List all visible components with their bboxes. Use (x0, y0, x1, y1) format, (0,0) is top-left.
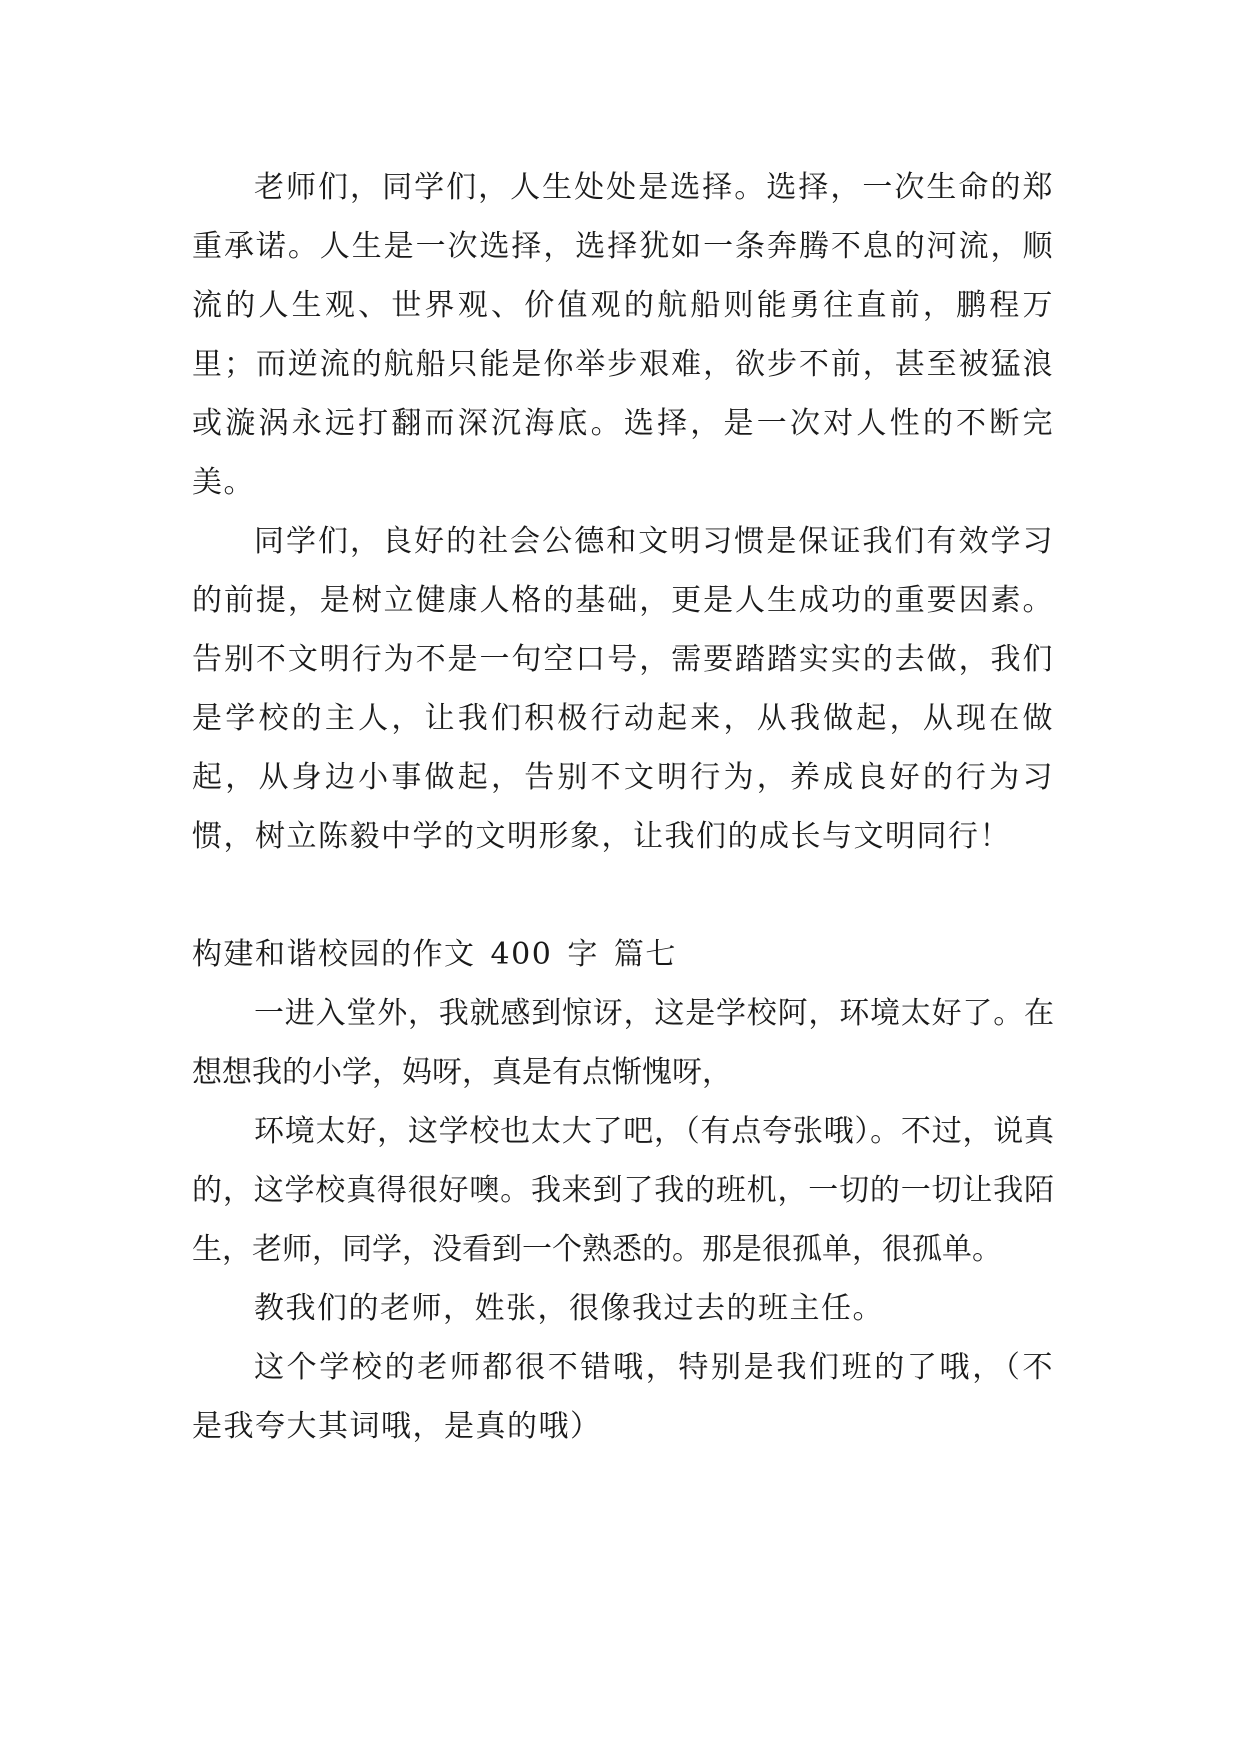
paragraph-entering-school: 一进入堂外，我就感到惊讶，这是学校阿，环境太好了。在想想我的小学，妈呀，真是有点惭愧呀， (192, 996, 1054, 1090)
document-body (192, 158, 1054, 1456)
paragraph-civility: 同学们，良好的社会公德和文明习惯是保证我们有效学习的前提，是树立健康人格的基础，更是人生成功的重要因素。告别不文明行为不是一句空口号，需要踏踏实实的去做，我们是学校的主人，让我们积极行动起来，从我做起，从现在做起，从身边小事做起，告别不文明行为，养成良好的行为习惯，树立陈毅中学的文明形象，让我们的成长与文明同行！ (192, 524, 1054, 854)
section-heading: 构建和谐校园的作文 400 字 篇七 (192, 937, 677, 972)
paragraph-good-teachers: 这个学校的老师都很不错哦，特别是我们班的了哦，（不是我夸大其词哦，是真的哦） (192, 1350, 1054, 1444)
paragraph-choice: 老师们，同学们，人生处处是选择。选择，一次生命的郑重承诺。人生是一次选择，选择犹如一条奔腾不息的河流，顺流的人生观、世界观、价值观的航船则能勇往直前，鹏程万里；而逆流的航船只能是你举步艰难，欲步不前，甚至被猛浪或漩涡永远打翻而深沉海底。选择，是一次对人性的不断完美。 (192, 170, 1054, 500)
paragraph-teacher-zhang: 教我们的老师，姓张，很像我过去的班主任。 (254, 1291, 884, 1326)
paragraph-environment: 环境太好，这学校也太大了吧，（有点夸张哦）。不过，说真的，这学校真得很好噢。我来到了我的班机，一切的一切让我陌生，老师，同学，没看到一个熟悉的。那是很孤单，很孤单。 (192, 1114, 1054, 1267)
